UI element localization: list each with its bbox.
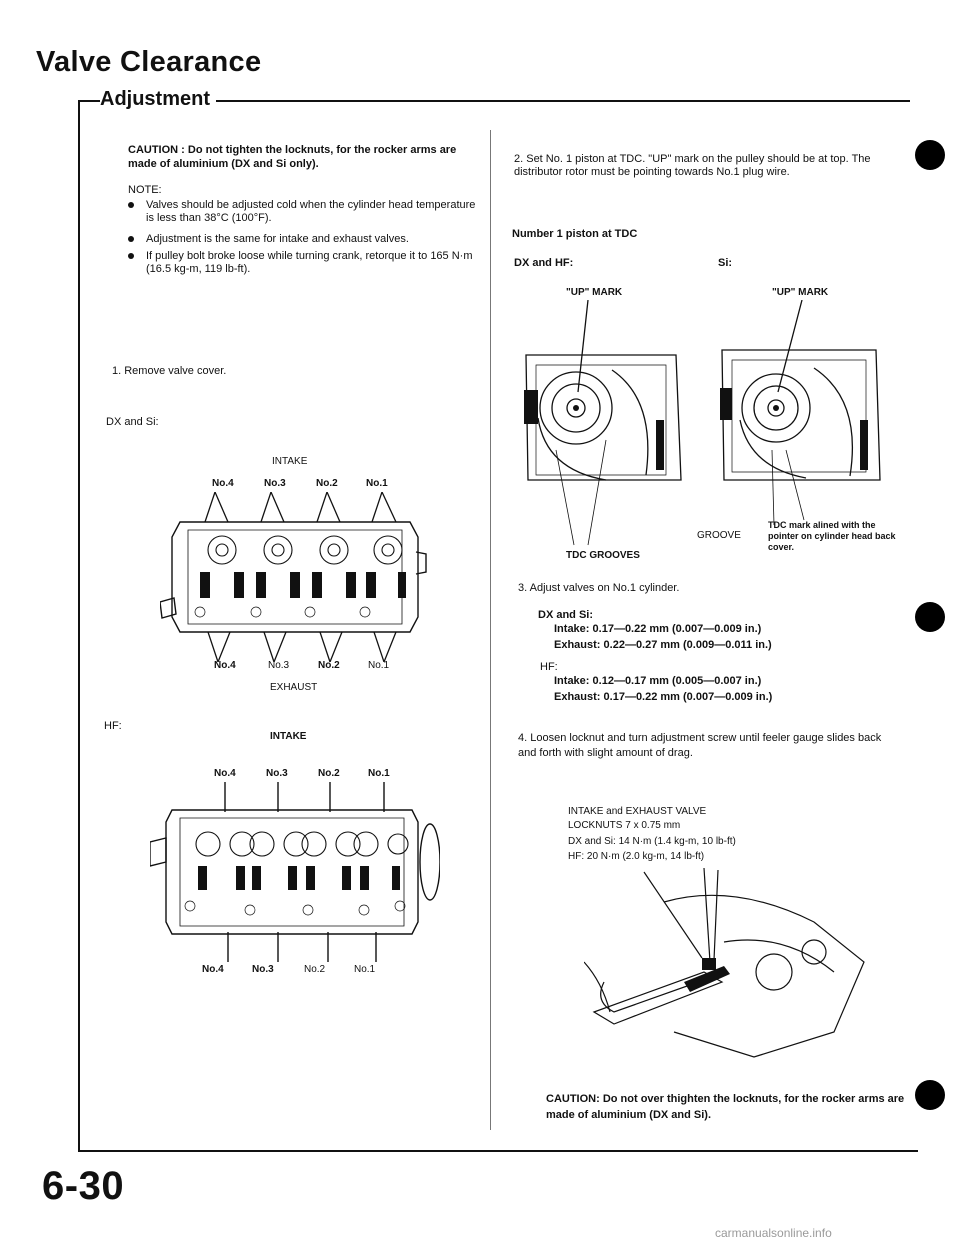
step-2: 2. Set No. 1 piston at TDC. "UP" mark on the pulley should be at top. The distributor rotor must be pointing towards No.1 plug wire. [514, 153, 871, 178]
fig1-cyl-bottom-3: No.3 [268, 660, 290, 671]
spec-dx-exhaust: Exhaust: 0.22—0.27 mm (0.009—0.011 in.) [554, 639, 772, 651]
note-label: NOTE: [128, 184, 162, 196]
tdc-heading: Number 1 piston at TDC [512, 228, 638, 240]
caution-note: CAUTION : Do not tighten the locknuts, for the rocker arms are made of aluminium (DX and Si only). [128, 144, 457, 170]
up-mark-2: "UP" MARK [772, 287, 829, 298]
fig1-cyl-top-1: No.1 [366, 478, 388, 489]
fig2-intake-label: INTAKE [270, 731, 307, 742]
column-divider [490, 130, 491, 1130]
si-label: Si: [718, 257, 733, 269]
section-title: Adjustment [100, 88, 216, 111]
margin-dot-3 [915, 1080, 945, 1110]
spec-hf-exhaust: Exhaust: 0.17—0.22 mm (0.007—0.009 in.) [554, 691, 773, 703]
spec-dx-intake: Intake: 0.17—0.22 mm (0.007—0.009 in.) [554, 623, 762, 635]
fig1-cyl-bottom-1: No.1 [368, 660, 390, 671]
footer-url: carmanualsonline.info [715, 1226, 832, 1240]
page-title: Valve Clearance [36, 46, 262, 78]
page-number: 6-30 [42, 1164, 125, 1208]
locknut-line-3: DX and Si: 14 N·m (1.4 kg-m, 10 lb-ft) [568, 836, 736, 847]
fig1-cyl-top-2: No.2 [316, 478, 338, 489]
locknut-line-2: LOCKNUTS 7 x 0.75 mm [568, 820, 681, 831]
fig2-cyl-bottom-2: No.2 [304, 964, 326, 975]
pulley-diagram-si [714, 300, 889, 530]
spec-dx-si-label: DX and Si: [538, 609, 594, 621]
fig2-cyl-bottom-3: No.3 [252, 964, 274, 975]
note-1: Valves should be adjusted cold when the cylinder head temperature is less than 38°C (100°F). [146, 199, 476, 224]
fig1-intake-label: INTAKE [272, 456, 308, 467]
fig1-cyl-bottom-2: No.2 [318, 660, 340, 671]
fig2-cyl-top-2: No.2 [318, 768, 340, 779]
hf-label: HF: [104, 720, 122, 732]
caution-bottom: CAUTION: Do not over thighten the locknuts, for the rocker arms are made of aluminium (DX and Si). [546, 1093, 905, 1121]
dx-hf-label: DX and HF: [514, 257, 574, 269]
step-1: 1. Remove valve cover. [112, 365, 227, 377]
margin-dot-1 [915, 140, 945, 170]
fig2-cyl-top-4: No.4 [214, 768, 236, 779]
step-4: 4. Loosen locknut and turn adjustment screw until feeler gauge slides back and forth with slight amount of drag. [518, 732, 882, 759]
fig2-cyl-top-3: No.3 [266, 768, 288, 779]
spec-hf-intake: Intake: 0.12—0.17 mm (0.005—0.007 in.) [554, 675, 762, 687]
left-rule [78, 100, 80, 1150]
note-2: Adjustment is the same for intake and exhaust valves. [146, 233, 476, 246]
tdc-grooves-label: TDC GROOVES [566, 550, 640, 561]
spec-hf-label: HF: [540, 661, 558, 673]
footer-rule [78, 1150, 918, 1152]
fig1-cylinder-head-diagram [160, 492, 430, 662]
step-3: 3. Adjust valves on No.1 cylinder. [518, 582, 680, 594]
fig1-cyl-top-3: No.3 [264, 478, 286, 489]
up-mark-1: "UP" MARK [566, 287, 623, 298]
fig1-cyl-bottom-4: No.4 [214, 660, 236, 671]
fig2-cyl-bottom-1: No.1 [354, 964, 376, 975]
fig1-exhaust-label: EXHAUST [270, 682, 318, 693]
locknut-line-4: HF: 20 N·m (2.0 kg-m, 14 lb-ft) [568, 851, 705, 862]
fig1-cyl-top-4: No.4 [212, 478, 234, 489]
locknut-line-1: INTAKE and EXHAUST VALVE [568, 806, 707, 817]
note-3: If pulley bolt broke loose while turning crank, retorque it to 165 N·m (16.5 kg-m, 119 lb-ft). [146, 250, 476, 276]
fig2-cyl-bottom-4: No.4 [202, 964, 224, 975]
pulley-diagram-dx-hf [516, 300, 696, 550]
groove-label: GROOVE [697, 530, 741, 541]
feeler-gauge-illustration [584, 862, 884, 1062]
margin-dot-2 [915, 602, 945, 632]
fig2-cyl-top-1: No.1 [368, 768, 390, 779]
fig2-cylinder-head-diagram [150, 782, 440, 962]
tdc-mark-note: TDC mark alined with the pointer on cylinder head back cover. [768, 520, 896, 552]
dx-si-label: DX and Si: [106, 416, 159, 428]
